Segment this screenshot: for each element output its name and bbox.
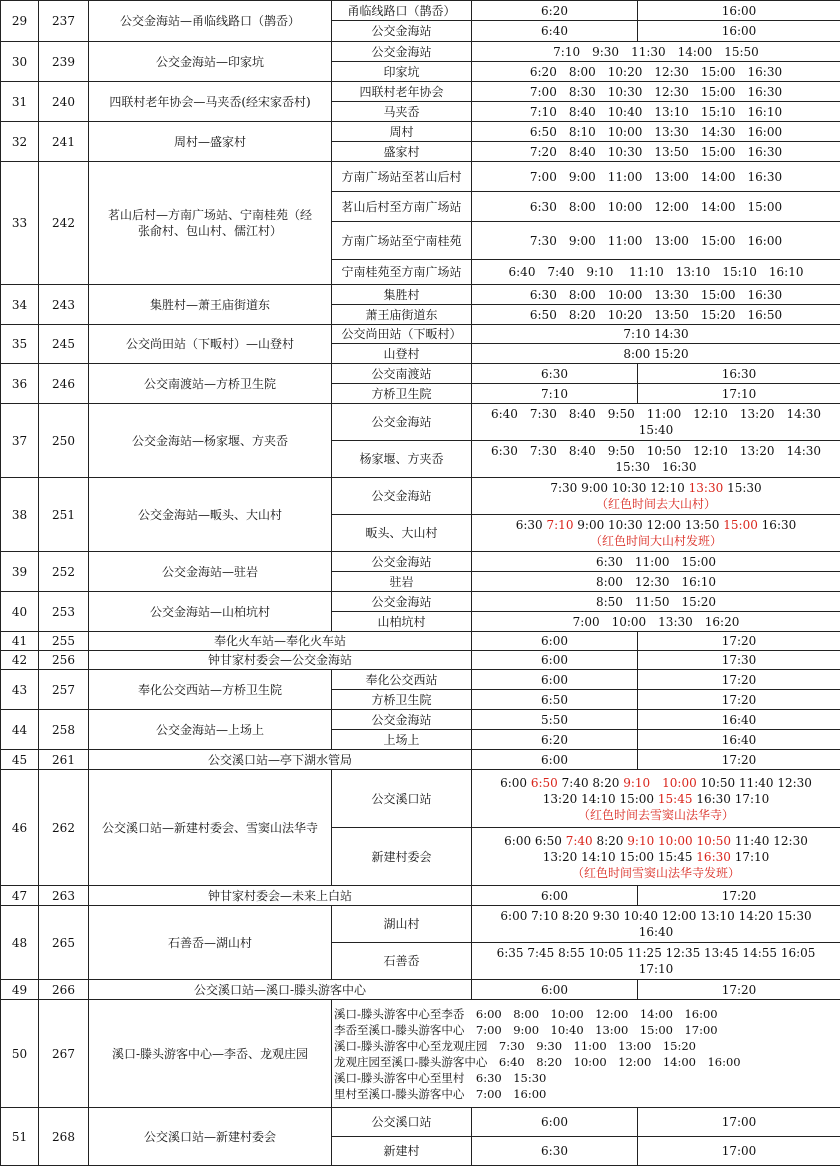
line-number: 237 xyxy=(39,1,89,42)
highlighted-time: 15:45 xyxy=(657,791,693,806)
departure-time: 17:20 xyxy=(638,632,840,651)
stop-name: 茗山后村至方南广场站 xyxy=(332,192,472,222)
stop-name: 公交金海站 xyxy=(332,710,472,730)
route-name: 集胜村—萧王庙街道东 xyxy=(89,285,332,325)
stop-name: 公交金海站 xyxy=(332,42,472,62)
route-name: 公交溪口站—新建村委会、雪窦山法华寺 xyxy=(89,770,332,886)
departure-times: 7:10 9:30 11:30 14:00 15:50 xyxy=(472,42,840,62)
departure-times: 6:50 8:10 10:00 13:30 14:30 16:00 xyxy=(472,122,840,142)
route-name: 溪口-滕头游客中心—李岙、龙观庄园 xyxy=(89,1000,332,1108)
departure-times: 7:30 9:00 11:00 13:00 15:00 16:00 xyxy=(472,222,840,260)
departure-time: 6:20 xyxy=(472,1,638,21)
departure-time: 6:20 xyxy=(472,730,638,750)
table-row xyxy=(1,42,840,62)
time-line xyxy=(474,849,838,865)
time-group: 16:30 xyxy=(761,518,797,532)
table-row xyxy=(1,1,840,21)
stop-name: 集胜村 xyxy=(332,285,472,305)
time-line xyxy=(474,775,838,791)
departure-time: 7:10 xyxy=(472,384,638,404)
departure-time: 6:00 xyxy=(472,670,638,690)
departure-time: 17:00 xyxy=(638,1108,840,1137)
time-line: 6:30 7:30 8:40 9:50 10:50 12:10 13:20 14:30 xyxy=(490,444,822,458)
row-number: 43 xyxy=(1,670,39,710)
departure-times xyxy=(472,441,840,478)
time-line xyxy=(474,517,838,533)
line-number: 261 xyxy=(39,750,89,770)
departure-time: 5:50 xyxy=(472,710,638,730)
stop-name: 公交尚田站（下畈村） xyxy=(332,325,472,344)
line-number: 263 xyxy=(39,886,89,906)
time-group: 7:30 9:00 10:30 12:10 xyxy=(550,481,685,495)
departure-times xyxy=(472,478,840,515)
highlighted-time: 10:00 10:50 xyxy=(658,833,732,848)
stop-name: 奉化公交西站 xyxy=(332,670,472,690)
red-time-note: （红色时间去大山村） xyxy=(595,497,716,511)
table-row xyxy=(1,710,840,730)
time-line: 李岙至溪口-滕头游客中心 7:00 9:00 10:40 13:00 15:00 17:00 xyxy=(334,1022,718,1037)
stop-name: 上场上 xyxy=(332,730,472,750)
route-name: 公交金海站—印家坑 xyxy=(89,42,332,82)
departure-times: 7:20 8:40 10:30 13:50 15:00 16:30 xyxy=(472,142,840,162)
route-name: 茗山后村—方南广场站、宁南桂苑（经张俞村、包山村、儒江村） xyxy=(89,162,332,285)
stop-name: 公交溪口站 xyxy=(332,1108,472,1137)
row-number: 31 xyxy=(1,82,39,122)
departure-times xyxy=(472,770,840,828)
time-line: 溪口-滕头游客中心至李岙 6:00 8:00 10:00 12:00 14:00 16:00 xyxy=(334,1006,718,1021)
departure-times xyxy=(472,515,840,552)
departure-time: 16:40 xyxy=(638,710,840,730)
table-row xyxy=(1,285,840,305)
time-line: 溪口-滕头游客中心至里村 6:30 15:30 xyxy=(334,1070,547,1085)
highlighted-time: 16:30 xyxy=(696,849,731,864)
line-number: 257 xyxy=(39,670,89,710)
row-number: 46 xyxy=(1,770,39,886)
departure-time: 6:50 xyxy=(472,690,638,710)
departure-times xyxy=(472,943,840,980)
stop-name: 四联村老年协会 xyxy=(332,82,472,102)
row-number: 42 xyxy=(1,651,39,670)
stop-name: 方南广场站至茗山后村 xyxy=(332,162,472,192)
line-number: 245 xyxy=(39,325,89,364)
departure-times: 7:00 10:00 13:30 16:20 xyxy=(472,612,840,632)
route-name: 公交金海站—驻岩 xyxy=(89,552,332,592)
departure-times: 6:20 8:00 10:20 12:30 15:00 16:30 xyxy=(472,62,840,82)
red-time-note: （红色时间大山村发班） xyxy=(589,534,722,548)
route-name: 公交尚田站（下畈村）—山登村 xyxy=(89,325,332,364)
stop-name: 方南广场站至宁南桂苑 xyxy=(332,222,472,260)
departure-times xyxy=(472,828,840,886)
route-name: 周村—盛家村 xyxy=(89,122,332,162)
time-line: 龙观庄园至溪口-滕头游客中心 6:40 8:20 10:00 12:00 14:00 16:00 xyxy=(334,1054,741,1069)
line-number: 242 xyxy=(39,162,89,285)
departure-times: 8:00 15:20 xyxy=(472,344,840,364)
departure-times xyxy=(472,404,840,441)
row-number: 39 xyxy=(1,552,39,592)
line-number: 243 xyxy=(39,285,89,325)
departure-times: 6:30 11:00 15:00 xyxy=(472,552,840,572)
highlighted-time: 6:50 xyxy=(530,775,558,790)
departure-time: 6:00 xyxy=(472,632,638,651)
line-number: 266 xyxy=(39,980,89,1000)
table-row xyxy=(1,886,840,906)
row-number: 34 xyxy=(1,285,39,325)
stop-name: 新建村委会 xyxy=(332,828,472,886)
stop-name: 马夹岙 xyxy=(332,102,472,122)
route-name: 奉化火车站—奉化火车站 xyxy=(89,632,472,651)
line-number: 246 xyxy=(39,364,89,404)
time-group: 9:00 10:30 12:00 13:50 xyxy=(577,518,720,532)
departure-times: 7:10 8:40 10:40 13:10 15:10 16:10 xyxy=(472,102,840,122)
table-row xyxy=(1,478,840,515)
route-name: 公交金海站—山柏坑村 xyxy=(89,592,332,632)
time-group: 16:30 17:10 xyxy=(696,791,770,806)
stop-name: 公交金海站 xyxy=(332,21,472,42)
time-group: 11:40 12:30 xyxy=(734,833,808,848)
stop-name: 公交金海站 xyxy=(332,552,472,572)
stop-name: 印家坑 xyxy=(332,62,472,82)
departure-time: 17:20 xyxy=(638,690,840,710)
table-row xyxy=(1,325,840,344)
table-row xyxy=(1,1108,840,1137)
line-number: 262 xyxy=(39,770,89,886)
departure-time: 17:30 xyxy=(638,651,840,670)
time-line: 6:40 7:30 8:40 9:50 11:00 12:10 13:20 14:30 xyxy=(490,407,822,421)
time-group: 13:20 14:10 15:00 xyxy=(542,791,655,806)
departure-time: 17:20 xyxy=(638,750,840,770)
time-line xyxy=(474,480,838,496)
table-row xyxy=(1,1000,840,1108)
stop-name: 山登村 xyxy=(332,344,472,364)
departure-time: 17:10 xyxy=(638,384,840,404)
red-time-note: （红色时间去雪窦山法华寺） xyxy=(577,807,734,822)
time-group: 17:10 xyxy=(734,849,770,864)
table-row xyxy=(1,82,840,102)
departure-time: 16:00 xyxy=(638,21,840,42)
departure-time: 17:20 xyxy=(638,980,840,1000)
stop-name: 公交金海站 xyxy=(332,404,472,441)
time-line: 16:40 xyxy=(638,925,674,939)
stop-name: 盛家村 xyxy=(332,142,472,162)
departure-times: 6:50 8:20 10:20 13:50 15:20 16:50 xyxy=(472,305,840,325)
stop-name: 公交金海站 xyxy=(332,478,472,515)
route-name: 奉化公交西站—方桥卫生院 xyxy=(89,670,332,710)
stop-name: 杨家堰、方夹岙 xyxy=(332,441,472,478)
departure-time: 6:00 xyxy=(472,750,638,770)
route-name: 公交金海站—甬临线路口（鹊岙） xyxy=(89,1,332,42)
stop-name: 驻岩 xyxy=(332,572,472,592)
time-group: 6:00 xyxy=(500,775,528,790)
table-row xyxy=(1,770,840,828)
row-number: 41 xyxy=(1,632,39,651)
table-row xyxy=(1,750,840,770)
time-group: 15:30 xyxy=(727,481,762,495)
row-number: 29 xyxy=(1,1,39,42)
line-number: 241 xyxy=(39,122,89,162)
route-name: 公交金海站—杨家堰、方夹岙 xyxy=(89,404,332,478)
departure-time: 17:20 xyxy=(638,670,840,690)
row-number: 36 xyxy=(1,364,39,404)
table-row xyxy=(1,670,840,690)
stop-name: 新建村 xyxy=(332,1137,472,1166)
stop-name: 公交金海站 xyxy=(332,592,472,612)
time-line: 6:35 7:45 8:55 10:05 11:25 12:35 13:45 14:55 16:05 xyxy=(496,946,816,960)
departure-times: 6:40 7:40 9:10 11:10 13:10 15:10 16:10 xyxy=(472,260,840,285)
stop-name: 畈头、大山村 xyxy=(332,515,472,552)
departure-times: 8:00 12:30 16:10 xyxy=(472,572,840,592)
departure-time: 17:20 xyxy=(638,886,840,906)
departure-time: 6:00 xyxy=(472,886,638,906)
departure-time: 6:00 xyxy=(472,980,638,1000)
row-number: 51 xyxy=(1,1108,39,1166)
line-number: 239 xyxy=(39,42,89,82)
departure-times: 8:50 11:50 15:20 xyxy=(472,592,840,612)
route-name: 公交金海站—上场上 xyxy=(89,710,332,750)
departure-time: 17:00 xyxy=(638,1137,840,1166)
row-number: 38 xyxy=(1,478,39,552)
time-group: 10:50 11:40 12:30 xyxy=(700,775,812,790)
route-name: 石善岙—湖山村 xyxy=(89,906,332,980)
table-row xyxy=(1,552,840,572)
line-number: 252 xyxy=(39,552,89,592)
red-time-note: （红色时间雪窦山法华寺发班） xyxy=(571,865,740,880)
departure-time: 16:40 xyxy=(638,730,840,750)
table-row xyxy=(1,364,840,384)
row-number: 40 xyxy=(1,592,39,632)
row-number: 30 xyxy=(1,42,39,82)
route-name: 钟甘家村委会—公交金海站 xyxy=(89,651,472,670)
departure-times: 6:30 8:00 10:00 13:30 15:00 16:30 xyxy=(472,285,840,305)
stop-name: 公交溪口站 xyxy=(332,770,472,828)
line-number: 265 xyxy=(39,906,89,980)
table-row xyxy=(1,632,840,651)
highlighted-time: 9:10 10:00 xyxy=(623,775,697,790)
time-group: 6:00 6:50 xyxy=(504,833,562,848)
route-name: 公交金海站—畈头、大山村 xyxy=(89,478,332,552)
time-group: 13:20 14:10 15:00 15:45 xyxy=(542,849,693,864)
time-group: 8:20 xyxy=(596,833,624,848)
table-row xyxy=(1,122,840,142)
table-row xyxy=(1,592,840,612)
route-name: 四联村老年协会—马夹岙(经宋家岙村) xyxy=(89,82,332,122)
route-name: 公交溪口站—溪口-滕头游客中心 xyxy=(89,980,472,1000)
time-line: 里村至溪口-滕头游客中心 7:00 16:00 xyxy=(334,1086,547,1101)
highlighted-time: 15:00 xyxy=(723,518,758,532)
departure-times xyxy=(472,906,840,943)
departure-time: 16:00 xyxy=(638,1,840,21)
row-number: 49 xyxy=(1,980,39,1000)
departure-time: 6:30 xyxy=(472,1137,638,1166)
row-number: 50 xyxy=(1,1000,39,1108)
line-number: 253 xyxy=(39,592,89,632)
route-name: 公交溪口站—亭下湖水管局 xyxy=(89,750,472,770)
stop-name: 方桥卫生院 xyxy=(332,384,472,404)
table-row xyxy=(1,162,840,192)
highlighted-time: 7:10 xyxy=(546,518,574,532)
route-name: 公交南渡站—方桥卫生院 xyxy=(89,364,332,404)
table-row xyxy=(1,906,840,943)
departure-times: 7:00 8:30 10:30 12:30 15:00 16:30 xyxy=(472,82,840,102)
table-row xyxy=(1,651,840,670)
route-name: 钟甘家村委会—未来上白站 xyxy=(89,886,472,906)
line-number: 255 xyxy=(39,632,89,651)
line-number: 258 xyxy=(39,710,89,750)
departure-times: 7:00 9:00 11:00 13:00 14:00 16:30 xyxy=(472,162,840,192)
table-row xyxy=(1,404,840,441)
departure-time: 6:40 xyxy=(472,21,638,42)
time-group: 6:30 xyxy=(515,518,543,532)
departure-times: 7:10 14:30 xyxy=(472,325,840,344)
line-number: 256 xyxy=(39,651,89,670)
time-group: 7:40 8:20 xyxy=(561,775,620,790)
line-number: 268 xyxy=(39,1108,89,1166)
row-number: 37 xyxy=(1,404,39,478)
time-line: 溪口-滕头游客中心至龙观庄园 7:30 9:30 11:00 13:00 15:20 xyxy=(334,1038,696,1053)
time-line xyxy=(474,791,838,807)
departure-time: 6:00 xyxy=(472,1108,638,1137)
line-number: 240 xyxy=(39,82,89,122)
line-number: 250 xyxy=(39,404,89,478)
stop-name: 甬临线路口（鹊岙） xyxy=(332,1,472,21)
row-number: 35 xyxy=(1,325,39,364)
table-row xyxy=(1,980,840,1000)
stop-name: 山柏坑村 xyxy=(332,612,472,632)
row-number: 32 xyxy=(1,122,39,162)
row-number: 44 xyxy=(1,710,39,750)
line-number: 251 xyxy=(39,478,89,552)
departure-times: 6:30 8:00 10:00 12:00 14:00 15:00 xyxy=(472,192,840,222)
stop-name: 湖山村 xyxy=(332,906,472,943)
stop-name: 方桥卫生院 xyxy=(332,690,472,710)
stop-name: 石善岙 xyxy=(332,943,472,980)
stop-name: 宁南桂苑至方南广场站 xyxy=(332,260,472,285)
departure-time: 6:00 xyxy=(472,651,638,670)
time-line: 15:40 xyxy=(638,423,674,437)
line-number: 267 xyxy=(39,1000,89,1108)
time-line: 15:30 16:30 xyxy=(615,460,697,474)
stop-name: 周村 xyxy=(332,122,472,142)
row-number: 33 xyxy=(1,162,39,285)
row-number: 47 xyxy=(1,886,39,906)
departure-time: 16:30 xyxy=(638,364,840,384)
stop-name: 萧王庙街道东 xyxy=(332,305,472,325)
route-name: 公交溪口站—新建村委会 xyxy=(89,1108,332,1166)
stop-name: 公交南渡站 xyxy=(332,364,472,384)
highlighted-time: 9:10 xyxy=(627,833,655,848)
time-line: 17:10 xyxy=(638,962,674,976)
time-line xyxy=(474,833,838,849)
departure-time: 6:30 xyxy=(472,364,638,384)
highlighted-time: 13:30 xyxy=(688,481,724,495)
row-number: 48 xyxy=(1,906,39,980)
highlighted-time: 7:40 xyxy=(565,833,593,848)
departure-times xyxy=(332,1000,840,1108)
row-number: 45 xyxy=(1,750,39,770)
time-line: 6:00 7:10 8:20 9:30 10:40 12:00 13:10 14:20 15:30 xyxy=(500,909,812,923)
